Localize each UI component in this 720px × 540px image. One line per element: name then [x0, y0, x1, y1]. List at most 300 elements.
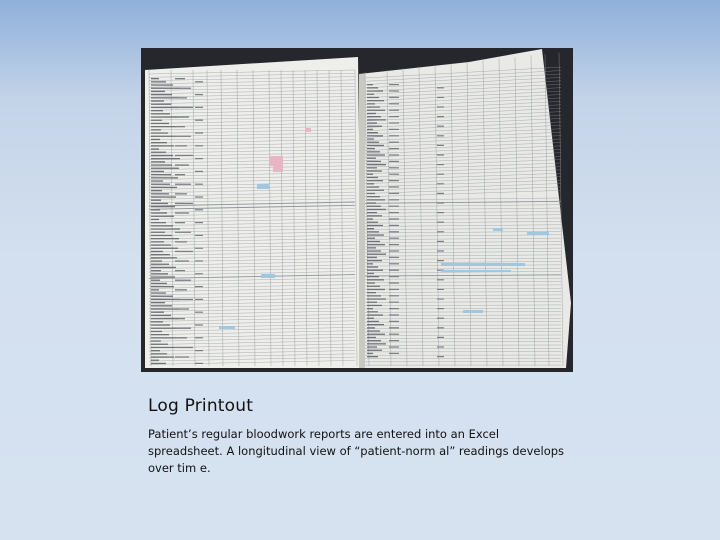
- cell-text: [151, 142, 167, 143]
- cell-text: [151, 273, 168, 274]
- cell-text: [437, 241, 444, 242]
- cell-text: [195, 260, 203, 261]
- cell-text: [367, 260, 382, 261]
- cell-text: [195, 184, 203, 185]
- cell-text: [367, 116, 381, 117]
- cell-text: [195, 132, 203, 133]
- cell-text: [151, 113, 170, 114]
- cell-text: [389, 199, 399, 200]
- cell-text: [437, 308, 444, 309]
- cell-text: [151, 84, 173, 85]
- cell-text: [437, 212, 444, 213]
- cell-text: [367, 177, 378, 178]
- cell-text: [367, 340, 381, 341]
- spreadsheet-photo: [141, 48, 573, 372]
- cell-text: [195, 350, 203, 351]
- cell-text: [175, 212, 189, 213]
- cell-text: [195, 235, 203, 236]
- cell-text: [437, 222, 444, 223]
- cell-text: [195, 94, 203, 95]
- cell-text: [367, 209, 386, 210]
- cell-text: [151, 360, 159, 361]
- cell-text: [367, 225, 383, 226]
- cell-text: [389, 180, 399, 181]
- cell-text: [389, 84, 399, 85]
- cell-text: [389, 257, 399, 258]
- cell-text: [437, 97, 444, 98]
- cell-text: [151, 219, 159, 220]
- cell-text: [367, 129, 373, 130]
- cell-text: [175, 155, 193, 156]
- cell-text: [195, 312, 203, 313]
- cell-text: [151, 248, 178, 249]
- cell-text: [367, 353, 373, 354]
- cell-text: [367, 84, 373, 85]
- cell-text: [151, 283, 167, 284]
- cell-text: [367, 238, 375, 239]
- cell-text: [389, 289, 399, 290]
- cell-text: [151, 340, 161, 341]
- cell-text: [151, 321, 163, 322]
- cell-text: [151, 363, 166, 364]
- cell-text: [367, 247, 376, 248]
- cell-text: [389, 250, 399, 251]
- cell-text: [151, 296, 173, 297]
- cell-text: [367, 193, 375, 194]
- cell-text: [367, 286, 380, 287]
- cell-text: [389, 174, 399, 175]
- cell-text: [151, 145, 174, 146]
- cell-text: [389, 353, 399, 354]
- cell-text: [151, 196, 176, 197]
- cell-text: [175, 299, 193, 300]
- cell-text: [151, 174, 171, 175]
- cell-text: [389, 340, 399, 341]
- cell-text: [367, 276, 379, 277]
- caption-block: [148, 396, 568, 477]
- cell-text: [151, 235, 172, 236]
- cell-text: [389, 308, 399, 309]
- cell-text: [367, 266, 378, 267]
- cell-text: [367, 350, 382, 351]
- cell-text: [437, 250, 444, 251]
- cell-text: [151, 171, 164, 172]
- cell-text: [367, 279, 384, 280]
- cell-text: [367, 106, 380, 107]
- cell-text: [151, 200, 161, 201]
- cell-text: [151, 280, 160, 281]
- cell-text: [367, 113, 376, 114]
- cell-text: [389, 193, 399, 194]
- cell-text: [151, 347, 175, 348]
- cell-text: [367, 132, 378, 133]
- cell-text: [389, 206, 399, 207]
- cell-text: [367, 174, 373, 175]
- cell-text: [389, 327, 399, 328]
- cell-text: [389, 167, 399, 168]
- cell-text: [367, 234, 384, 235]
- cell-text: [195, 107, 203, 108]
- cell-text: [175, 126, 185, 127]
- cell-text: [151, 209, 160, 210]
- cell-text: [151, 350, 160, 351]
- cell-text: [367, 202, 376, 203]
- cell-text: [367, 228, 374, 229]
- cell-text: [437, 126, 444, 127]
- cell-text: [195, 222, 203, 223]
- cell-text: [151, 353, 167, 354]
- cell-text: [151, 120, 162, 121]
- cell-text: [437, 154, 444, 155]
- cell-text: [367, 138, 374, 139]
- cell-text: [151, 334, 169, 335]
- cell-text: [195, 171, 203, 172]
- blue-highlight: [261, 274, 275, 278]
- cell-text: [151, 251, 163, 252]
- cell-text: [151, 193, 169, 194]
- cell-text: [367, 154, 385, 155]
- cell-text: [389, 295, 399, 296]
- cell-text: [367, 148, 375, 149]
- cell-text: [151, 260, 162, 261]
- cell-text: [151, 104, 171, 105]
- cell-text: [151, 212, 167, 213]
- cell-text: [367, 295, 381, 296]
- pink-highlight: [273, 166, 283, 172]
- cell-text: [367, 305, 382, 306]
- cell-text: [367, 241, 380, 242]
- cell-text: [151, 187, 177, 188]
- cell-text: [367, 282, 375, 283]
- cell-text: [151, 225, 173, 226]
- cell-text: [151, 100, 164, 101]
- cell-text: [151, 136, 175, 137]
- cell-text: [437, 279, 444, 280]
- cell-text: [437, 337, 444, 338]
- cell-text: [175, 270, 185, 271]
- cell-text: [389, 122, 399, 123]
- cell-text: [367, 346, 377, 347]
- cell-text: [175, 280, 191, 281]
- cell-text: [389, 321, 399, 322]
- cell-text: [367, 250, 381, 251]
- slide-body-text: Patient’s regular bloodwork reports are entered into an Excel spreadsheet. A longitudinal view of “patient-norm al” readings develops over tim e.: [148, 427, 565, 475]
- cell-text: [389, 302, 399, 303]
- cell-text: [389, 110, 399, 111]
- blue-highlight: [441, 263, 525, 266]
- cell-text: [175, 145, 187, 146]
- cell-text: [367, 263, 373, 264]
- cell-text: [195, 158, 203, 159]
- cell-text: [437, 87, 444, 88]
- cell-text: [151, 206, 175, 207]
- cell-text: [367, 215, 382, 216]
- cell-text: [151, 312, 164, 313]
- cell-text: [151, 315, 171, 316]
- cell-text: [367, 311, 378, 312]
- cell-text: [437, 298, 444, 299]
- cell-text: [151, 222, 166, 223]
- cell-text: [389, 212, 399, 213]
- cell-text: [367, 206, 381, 207]
- cell-text: [151, 241, 164, 242]
- cell-text: [437, 327, 444, 328]
- pink-highlight: [269, 156, 283, 166]
- cell-text: [151, 232, 165, 233]
- cell-text: [175, 232, 191, 233]
- cell-text: [151, 123, 169, 124]
- cell-text: [195, 120, 203, 121]
- cell-text: [195, 324, 203, 325]
- cell-text: [437, 318, 444, 319]
- cell-text: [367, 135, 383, 136]
- cell-text: [151, 161, 165, 162]
- cell-text: [389, 244, 399, 245]
- cell-text: [367, 337, 376, 338]
- cell-text: [389, 225, 399, 226]
- cell-text: [151, 337, 176, 338]
- cell-text: [151, 177, 178, 178]
- cell-text: [195, 363, 203, 364]
- cell-text: [151, 148, 159, 149]
- cell-text: [175, 308, 189, 309]
- cell-text: [389, 97, 399, 98]
- cell-text: [367, 142, 379, 143]
- cell-text: [389, 154, 399, 155]
- cell-text: [367, 103, 375, 104]
- cell-text: [389, 270, 399, 271]
- cell-text: [151, 168, 179, 169]
- cell-text: [175, 116, 189, 117]
- cell-text: [175, 222, 185, 223]
- cell-text: [151, 184, 170, 185]
- cell-text: [437, 106, 444, 107]
- cell-text: [151, 129, 161, 130]
- cell-text: [175, 347, 193, 348]
- cell-text: [367, 218, 373, 219]
- cell-text: [151, 324, 170, 325]
- cell-text: [175, 174, 185, 175]
- cell-text: [437, 145, 444, 146]
- cell-text: [389, 103, 399, 104]
- cell-text: [367, 212, 377, 213]
- cell-text: [389, 116, 399, 117]
- cell-text: [175, 260, 189, 261]
- blue-highlight: [441, 270, 511, 272]
- cell-text: [367, 199, 385, 200]
- cell-text: [367, 318, 374, 319]
- cell-text: [389, 135, 399, 136]
- cell-text: [151, 139, 160, 140]
- cell-text: [151, 164, 172, 165]
- cell-text: [175, 337, 187, 338]
- cell-text: [151, 152, 166, 153]
- cell-text: [437, 346, 444, 347]
- cell-text: [389, 186, 399, 187]
- cell-text: [151, 190, 162, 191]
- cell-text: [389, 346, 399, 347]
- cell-text: [367, 119, 386, 120]
- cell-text: [151, 344, 168, 345]
- cell-text: [437, 116, 444, 117]
- cell-text: [175, 328, 191, 329]
- cell-text: [367, 170, 382, 171]
- cell-text: [367, 164, 386, 165]
- cell-text: [151, 292, 166, 293]
- cell-text: [367, 94, 374, 95]
- cell-text: [367, 327, 375, 328]
- cell-text: [151, 318, 178, 319]
- cell-text: [367, 273, 374, 274]
- cell-text: [367, 151, 380, 152]
- cell-text: [367, 343, 386, 344]
- cell-text: [389, 314, 399, 315]
- cell-text: [367, 222, 378, 223]
- cell-text: [175, 184, 191, 185]
- cell-text: [437, 164, 444, 165]
- cell-text: [151, 328, 177, 329]
- cell-text: [367, 161, 381, 162]
- cell-text: [151, 270, 161, 271]
- cell-text: [151, 238, 179, 239]
- cell-text: [367, 186, 379, 187]
- cell-text: [195, 81, 203, 82]
- cell-text: [195, 196, 203, 197]
- cell-text: [367, 334, 385, 335]
- cell-text: [175, 107, 193, 108]
- cell-text: [151, 356, 174, 357]
- blue-highlight: [257, 184, 269, 189]
- cell-text: [151, 155, 173, 156]
- cell-text: [389, 129, 399, 130]
- cell-text: [389, 263, 399, 264]
- cell-text: [151, 81, 166, 82]
- cell-text: [389, 334, 399, 335]
- cell-text: [367, 145, 384, 146]
- cell-text: [367, 292, 376, 293]
- cell-text: [151, 216, 174, 217]
- cell-text: [367, 289, 385, 290]
- blue-highlight: [493, 228, 503, 231]
- cell-text: [367, 254, 386, 255]
- cell-text: [367, 158, 376, 159]
- cell-text: [437, 260, 444, 261]
- cell-text: [175, 164, 189, 165]
- cell-text: [151, 331, 162, 332]
- cell-text: [367, 97, 379, 98]
- cell-text: [195, 248, 203, 249]
- cell-text: [151, 302, 165, 303]
- cell-text: [175, 88, 191, 89]
- cell-text: [389, 231, 399, 232]
- cell-text: [151, 126, 176, 127]
- cell-text: [151, 267, 176, 268]
- cell-text: [437, 174, 444, 175]
- cell-text: [389, 142, 399, 143]
- cell-text: [437, 135, 444, 136]
- cell-text: [151, 308, 179, 309]
- cell-text: [367, 356, 378, 357]
- cell-text: [367, 180, 383, 181]
- cell-text: [367, 257, 377, 258]
- slide-title: Log Printout: [148, 396, 254, 416]
- cell-text: [151, 91, 165, 92]
- cell-text: [367, 330, 380, 331]
- cell-text: [367, 231, 379, 232]
- cell-text: [151, 276, 175, 277]
- cell-text: [151, 286, 174, 287]
- cell-text: [367, 321, 379, 322]
- cell-text: [175, 203, 193, 204]
- cell-text: [437, 183, 444, 184]
- cell-text: [367, 167, 377, 168]
- cell-text: [195, 286, 203, 287]
- cell-text: [151, 289, 159, 290]
- cell-text: [175, 318, 185, 319]
- spreadsheet-photo-drawing: [141, 48, 573, 372]
- cell-text: [437, 231, 444, 232]
- cell-text: [389, 282, 399, 283]
- cell-text: [437, 202, 444, 203]
- cell-text: [367, 126, 382, 127]
- cell-text: [151, 254, 170, 255]
- cell-text: [367, 100, 384, 101]
- cell-text: [367, 110, 385, 111]
- pink-highlight: [305, 128, 311, 132]
- cell-text: [389, 90, 399, 91]
- cell-text: [151, 116, 177, 117]
- cell-text: [151, 158, 180, 159]
- cell-text: [389, 218, 399, 219]
- cell-text: [151, 94, 172, 95]
- cell-text: [367, 183, 374, 184]
- cell-text: [175, 193, 187, 194]
- cell-text: [367, 308, 373, 309]
- blue-highlight: [219, 326, 235, 329]
- cell-text: [175, 356, 189, 357]
- cell-text: [175, 78, 185, 79]
- cell-text: [367, 87, 378, 88]
- cell-text: [195, 299, 203, 300]
- cell-text: [195, 273, 203, 274]
- cell-text: [175, 136, 191, 137]
- cell-text: [151, 107, 178, 108]
- cell-text: [367, 324, 384, 325]
- cell-text: [151, 180, 163, 181]
- cell-text: [195, 209, 203, 210]
- cell-text: [367, 90, 383, 91]
- cell-text: [151, 228, 180, 229]
- cell-text: [195, 145, 203, 146]
- cell-text: [367, 270, 383, 271]
- cell-text: [367, 196, 380, 197]
- cell-text: [389, 161, 399, 162]
- cell-text: [195, 337, 203, 338]
- cell-text: [389, 276, 399, 277]
- cell-text: [367, 190, 384, 191]
- cell-text: [175, 289, 187, 290]
- cell-text: [151, 110, 163, 111]
- cell-text: [175, 97, 187, 98]
- cell-text: [175, 241, 187, 242]
- cell-text: [175, 251, 193, 252]
- cell-text: [367, 244, 385, 245]
- cell-text: [367, 314, 383, 315]
- cell-text: [437, 356, 444, 357]
- cell-text: [389, 238, 399, 239]
- cell-text: [151, 257, 177, 258]
- cell-text: [151, 305, 172, 306]
